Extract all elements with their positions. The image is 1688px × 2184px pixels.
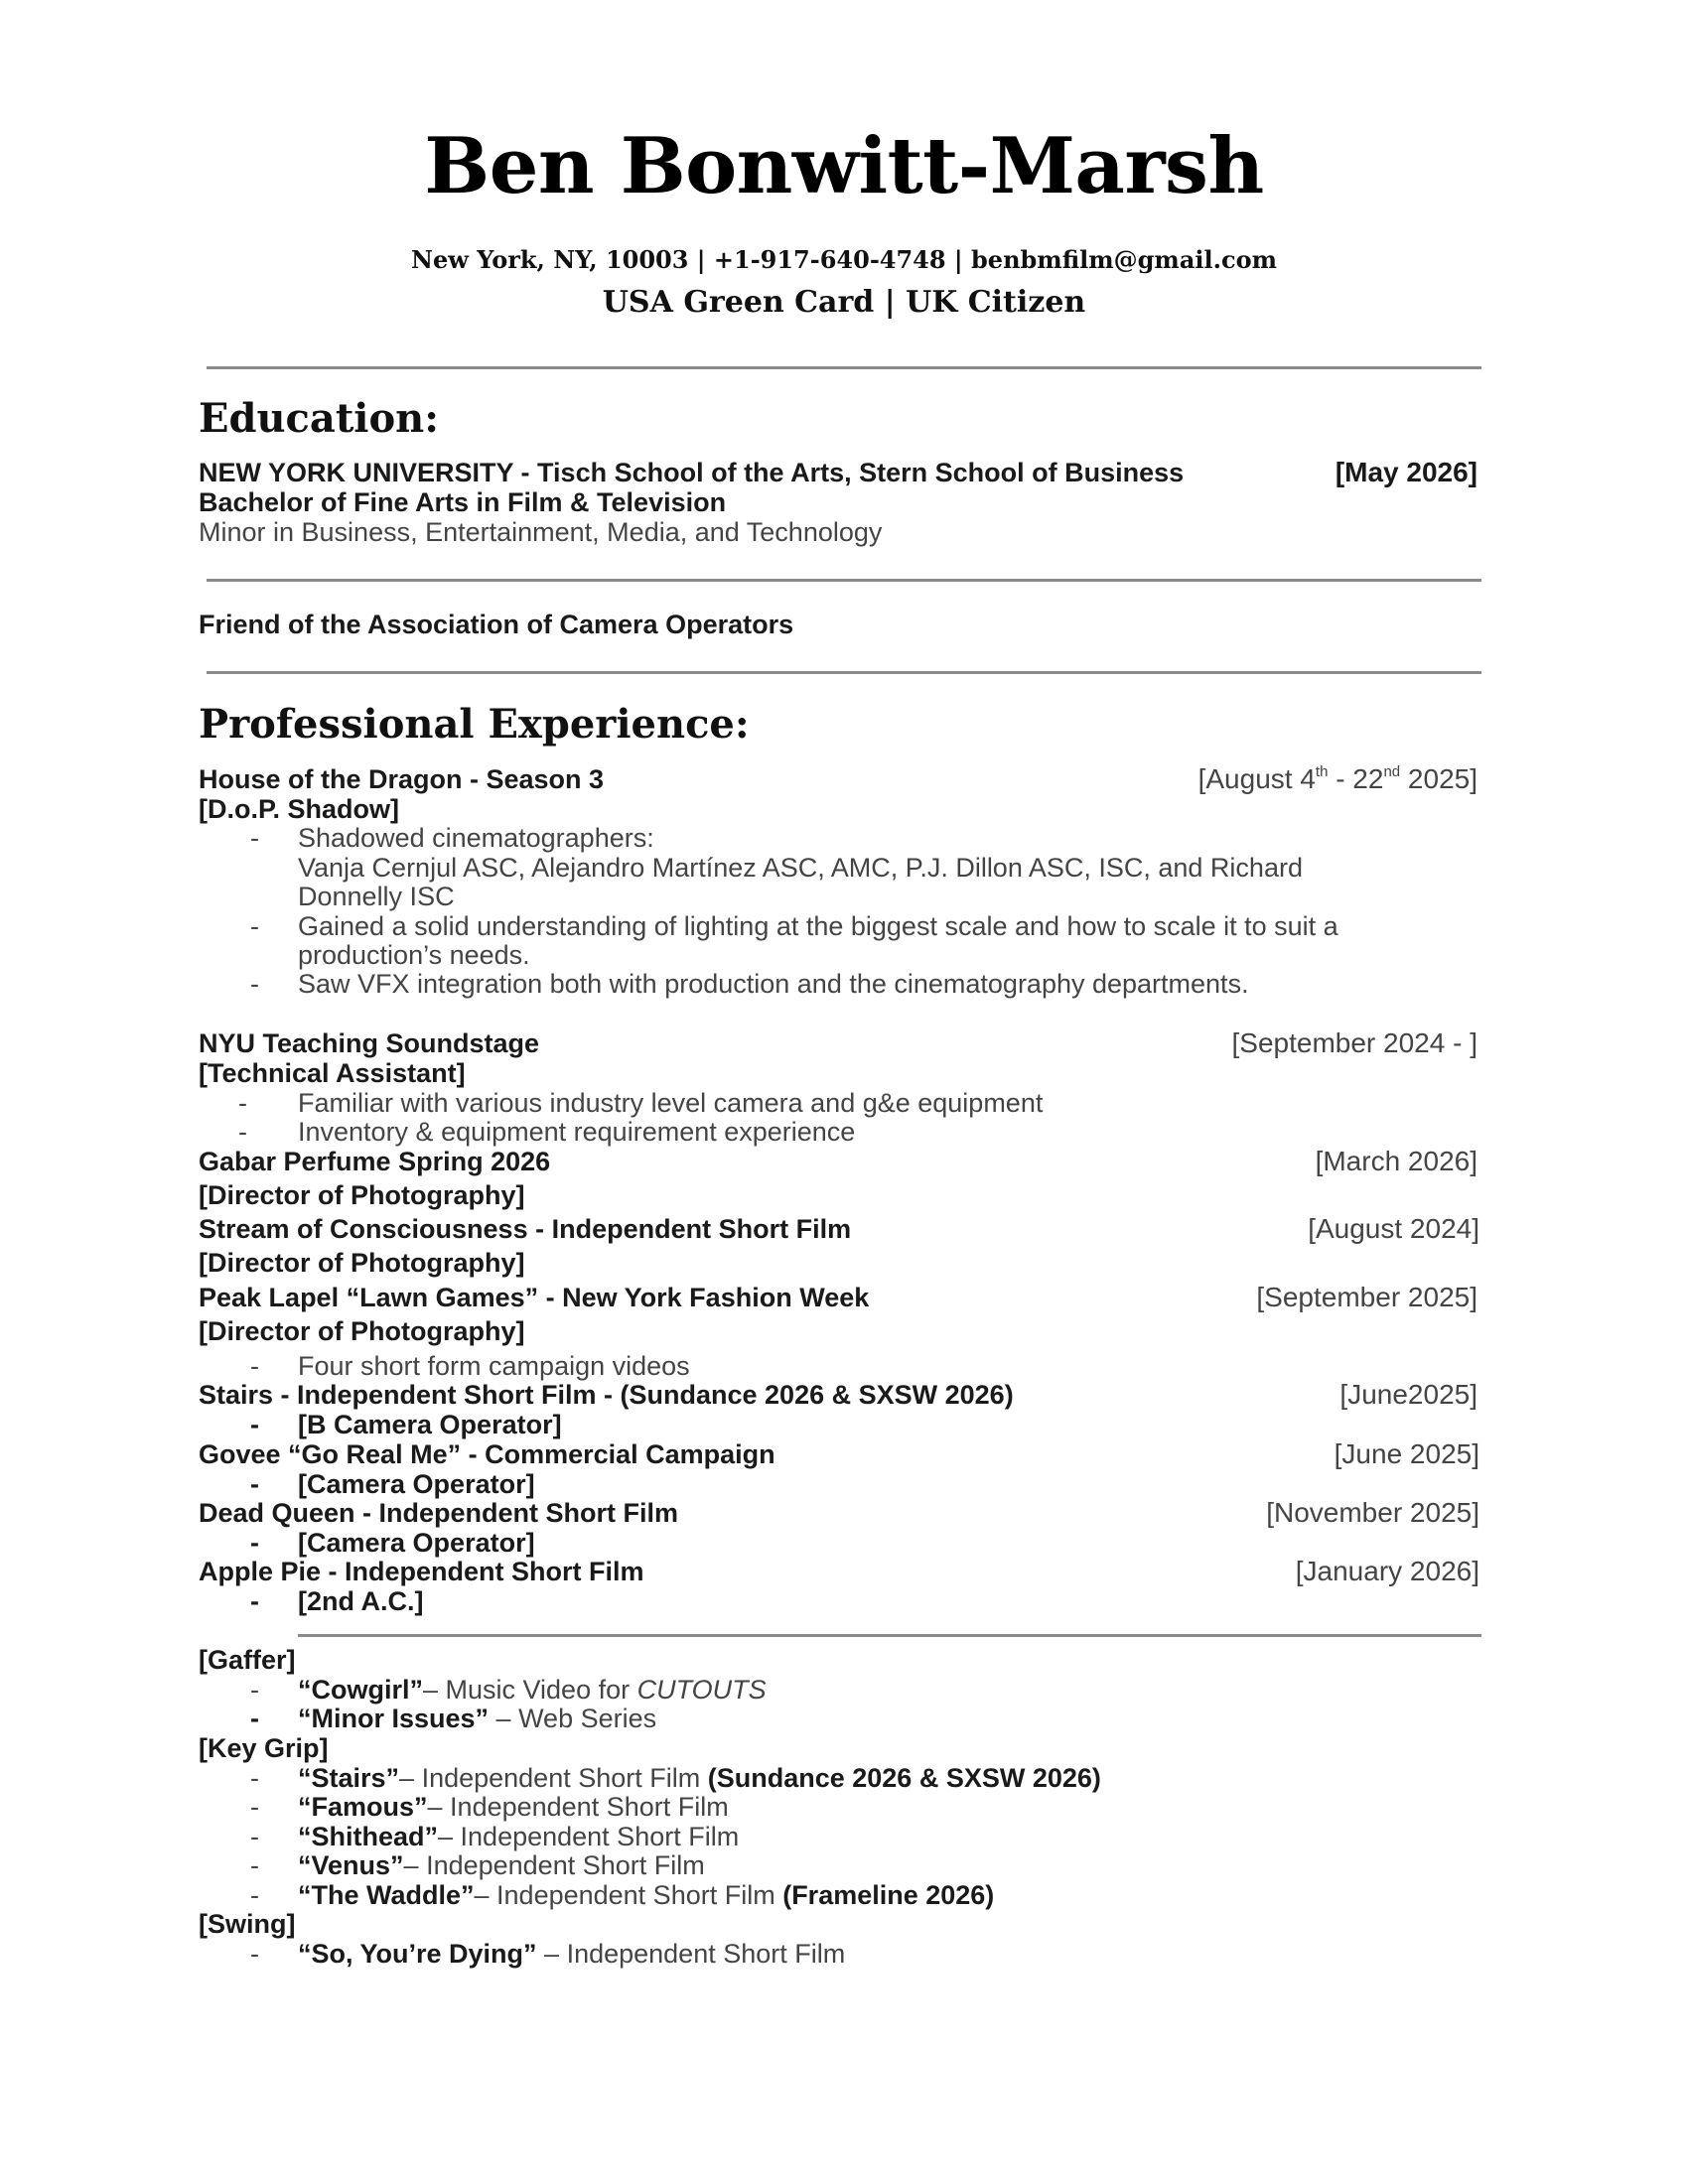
bullet-text: Saw VFX integration both with production and the cinematography departments.: [298, 969, 1249, 999]
education-degree: Bachelor of Fine Arts in Film & Television: [199, 487, 727, 517]
bullet-text: Donnelly ISC: [298, 882, 455, 911]
job-title: Dead Queen - Independent Short Film: [199, 1498, 679, 1528]
job-title: Gabar Perfume Spring 2026: [199, 1147, 551, 1176]
job-date: [September 2025]: [1256, 1282, 1477, 1312]
credit-item: “So, You’re Dying” – Independent Short Film: [298, 1939, 846, 1969]
job-role: [Director of Photography]: [199, 1180, 525, 1210]
job-role: [B Camera Operator]: [298, 1410, 562, 1439]
bullet-text: Four short form campaign videos: [298, 1351, 690, 1381]
education-date: [May 2026]: [1335, 457, 1477, 487]
contact-line: New York, NY, 10003 | +1-917-640-4748 | benbmfilm@gmail.com: [411, 245, 1277, 274]
role-heading: [Gaffer]: [199, 1645, 296, 1675]
bullet-dash: -: [250, 1675, 259, 1705]
citizenship-line: USA Green Card | UK Citizen: [602, 285, 1086, 320]
bullet-dash: -: [250, 1792, 259, 1822]
credit-item: “The Waddle”– Independent Short Film (Frameline 2026): [298, 1880, 995, 1910]
education-school: NEW YORK UNIVERSITY - Tisch School of the Arts, Stern School of Business: [199, 458, 1185, 487]
bullet-dash: -: [238, 1088, 247, 1118]
bullet-text: production’s needs.: [298, 940, 530, 970]
education-minor: Minor in Business, Entertainment, Media, and Technology: [199, 517, 883, 547]
bullet-dash: -: [250, 1763, 259, 1793]
bullet-dash: -: [250, 823, 259, 853]
credit-item: “Famous”– Independent Short Film: [298, 1792, 729, 1822]
divider: [207, 671, 1481, 674]
education-heading: Education:: [199, 395, 440, 442]
bullet-dash: -: [250, 1586, 259, 1616]
job-role: [Technical Assistant]: [199, 1058, 466, 1088]
job-date: [September 2024 - ]: [1231, 1027, 1477, 1058]
job-date: [June2025]: [1339, 1379, 1477, 1410]
bullet-dash: -: [250, 1822, 259, 1851]
role-heading: [Key Grip]: [199, 1733, 329, 1763]
job-title: Stream of Consciousness - Independent Short Film: [199, 1214, 852, 1244]
credit-item: “Minor Issues” – Web Series: [298, 1704, 657, 1733]
affiliation: Friend of the Association of Camera Operators: [199, 610, 794, 639]
divider: [207, 366, 1481, 369]
bullet-dash: -: [250, 911, 259, 941]
job-role: [2nd A.C.]: [298, 1586, 424, 1616]
bullet-text: Shadowed cinematographers:: [298, 823, 654, 853]
job-title: Peak Lapel “Lawn Games” - New York Fashion Week: [199, 1283, 870, 1312]
bullet-dash: -: [250, 1351, 259, 1381]
bullet-text: Familiar with various industry level camera and g&e equipment: [298, 1088, 1044, 1118]
bullet-dash: -: [250, 1939, 259, 1969]
bullet-dash: -: [250, 1410, 259, 1439]
bullet-text: Vanja Cernjul ASC, Alejandro Martínez ASC, AMC, P.J. Dillon ASC, ISC, and Richard: [298, 853, 1303, 883]
job-title: NYU Teaching Soundstage: [199, 1028, 540, 1058]
bullet-dash: -: [250, 969, 259, 999]
job-date: [March 2026]: [1315, 1146, 1477, 1176]
bullet-dash: -: [250, 1704, 259, 1733]
bullet-dash: -: [250, 1880, 259, 1910]
credit-item: “Cowgirl”– Music Video for CUTOUTS: [298, 1675, 767, 1705]
credit-item: “Stairs”– Independent Short Film (Sundance 2026 & SXSW 2026): [298, 1763, 1101, 1793]
job-date: [August 2024]: [1308, 1213, 1479, 1244]
job-date: [June 2025]: [1334, 1438, 1479, 1469]
job-title: Govee “Go Real Me” - Commercial Campaign: [199, 1439, 775, 1469]
credit-item: “Shithead”– Independent Short Film: [298, 1822, 740, 1851]
bullet-dash: -: [250, 1528, 259, 1558]
role-heading: [Swing]: [199, 1909, 296, 1939]
job-role: [Camera Operator]: [298, 1469, 535, 1499]
job-title: Apple Pie - Independent Short Film: [199, 1557, 644, 1586]
bullet-text: Gained a solid understanding of lighting at the biggest scale and how to scale it to suit a: [298, 911, 1338, 941]
job-role: [Director of Photography]: [199, 1316, 525, 1346]
bullet-dash: -: [250, 1850, 259, 1880]
bullet-dash: -: [250, 1469, 259, 1499]
job-title: Stairs - Independent Short Film - (Sundance 2026 & SXSW 2026): [199, 1380, 1014, 1410]
job-date: [August 4th - 22nd 2025]: [1197, 763, 1477, 794]
job-date: [January 2026]: [1295, 1556, 1479, 1586]
credit-item: “Venus”– Independent Short Film: [298, 1850, 705, 1880]
bullet-text: Inventory & equipment requirement experience: [298, 1117, 856, 1147]
job-title: House of the Dragon - Season 3: [199, 764, 605, 794]
bullet-dash: -: [238, 1117, 247, 1147]
experience-heading: Professional Experience:: [199, 701, 750, 748]
candidate-name: Ben Bonwitt-Marsh: [424, 121, 1264, 211]
divider: [298, 1634, 1481, 1637]
job-role: [D.o.P. Shadow]: [199, 794, 400, 824]
job-date: [November 2025]: [1266, 1497, 1479, 1528]
job-role: [Director of Photography]: [199, 1248, 525, 1278]
divider: [207, 579, 1481, 582]
job-role: [Camera Operator]: [298, 1528, 535, 1558]
